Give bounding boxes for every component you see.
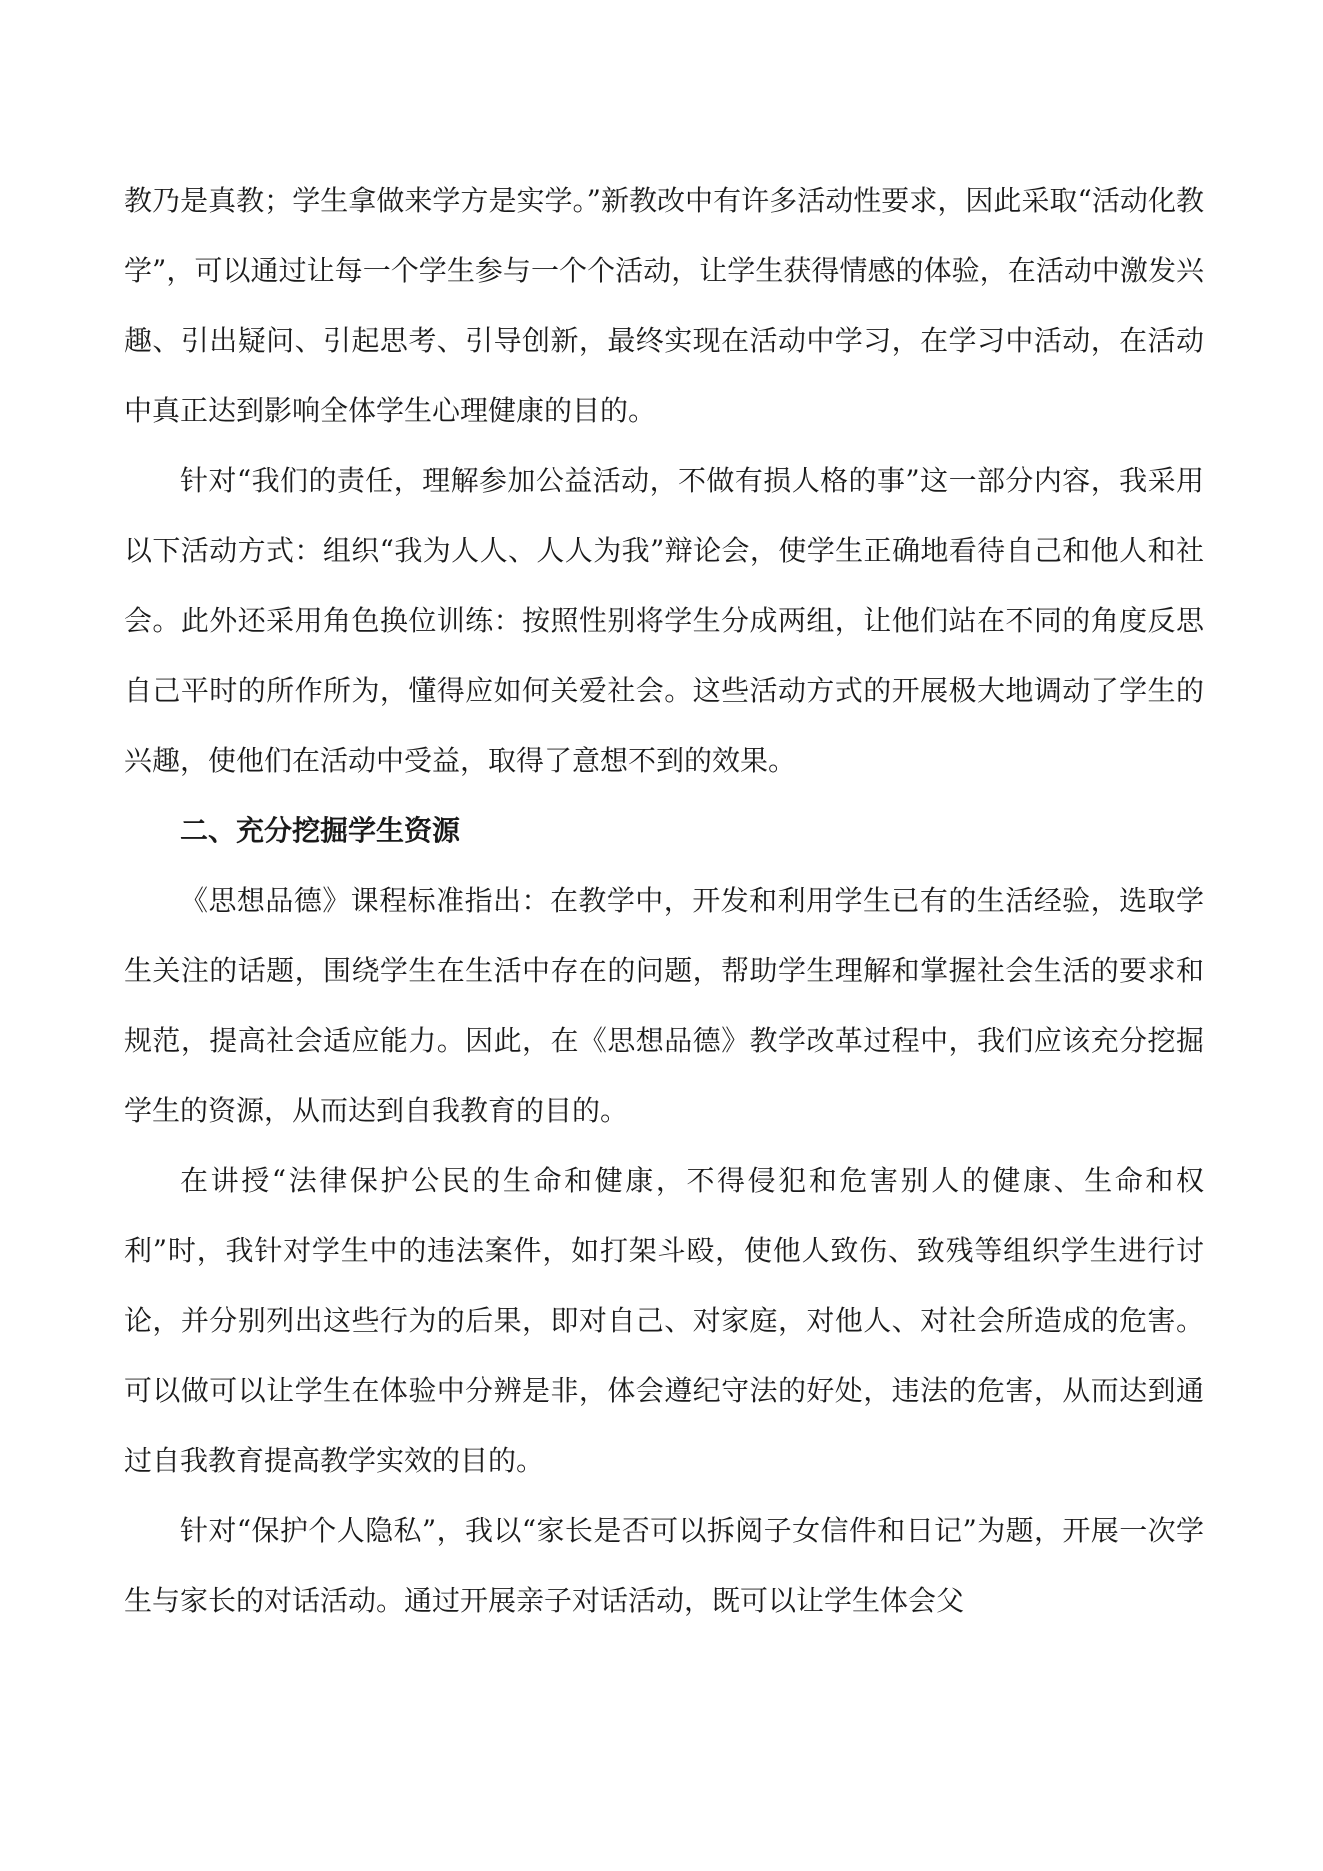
section-heading-student-resources: 二、充分挖掘学生资源 xyxy=(180,814,461,847)
paragraph-activity-teaching: 教乃是真教；学生拿做来学方是实学。”新教改中有许多活动性要求，因此采取“活动化教学”，可以通过让每一个学生参与一个个活动，让学生获得情感的体验，在活动中激发兴趣、引出疑问、引起思考、引导创新，最终实现在活动中学习，在学习中活动，在活动中真正达到影响全体学生心理健康的目的。 xyxy=(124,184,1204,427)
paragraph-law-protection: 在讲授“法律保护公民的生命和健康，不得侵犯和危害别人的健康、生命和权利”时，我针对学生中的违法案件，如打架斗殴，使他人致伤、致残等组织学生进行讨论，并分别列出这些行为的后果，即对自己、对家庭，对他人、对社会所造成的危害。可以做可以让学生在体验中分辨是非，体会遵纪守法的好处，违法的危害，从而达到通过自我教育提高教学实效的目的。 xyxy=(124,1164,1204,1477)
paragraph-privacy-dialogue: 针对“保护个人隐私”，我以“家长是否可以拆阅子女信件和日记”为题，开展一次学生与家长的对话活动。通过开展亲子对话活动，既可以让学生体会父 xyxy=(124,1514,1204,1617)
paragraph-responsibility-activities: 针对“我们的责任，理解参加公益活动，不做有损人格的事”这一部分内容，我采用以下活动方式：组织“我为人人、人人为我”辩论会，使学生正确地看待自己和他人和社会。此外还采用角色换位训练：按照性别将学生分成两组，让他们站在不同的角度反思自己平时的所作所为，懂得应如何关爱社会。这些活动方式的开展极大地调动了学生的兴趣，使他们在活动中受益，取得了意想不到的效果。 xyxy=(124,464,1204,777)
paragraph-curriculum-standard: 《思想品德》课程标准指出：在教学中，开发和利用学生已有的生活经验，选取学生关注的话题，围绕学生在生活中存在的问题，帮助学生理解和掌握社会生活的要求和规范，提高社会适应能力。因此，在《思想品德》教学改革过程中，我们应该充分挖掘学生的资源，从而达到自我教育的目的。 xyxy=(124,884,1204,1127)
document-body xyxy=(124,166,1204,1636)
